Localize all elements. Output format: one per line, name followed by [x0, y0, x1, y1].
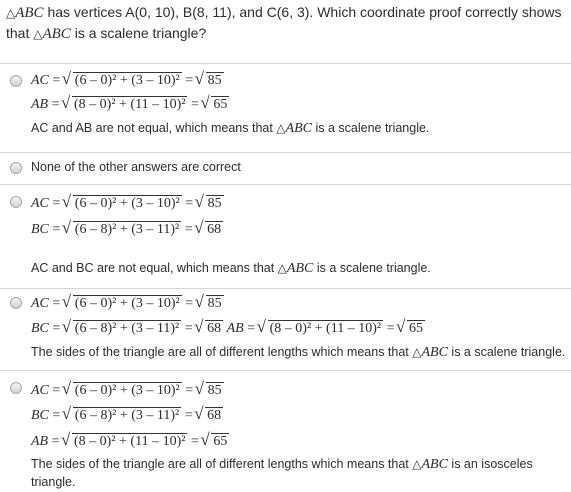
radio-button[interactable]: [10, 382, 22, 394]
radio-button[interactable]: [10, 75, 22, 87]
answer-option-1[interactable]: [0, 63, 571, 152]
equation-bc: BC = √ (6 – 8)² + (3 – 11)² = √ 68: [31, 221, 223, 238]
question-part1: has vertices A(0, 10), B(8, 11), and C(6, 3). Which coordinate proof correctly shows that: [6, 4, 562, 41]
triangle-symbol: △: [6, 6, 16, 20]
equation-ab: AB = √ (8 – 0)² + (11 – 10)² = √ 65: [31, 96, 229, 113]
equation-bc: BC = √ (6 – 8)² + (3 – 11)² = √ 68: [31, 407, 223, 424]
question-text: [6, 2, 568, 44]
equation-ac: AC = √ (6 – 0)² + (3 – 10)² = √ 85: [31, 195, 224, 212]
answer-option-4[interactable]: [0, 288, 571, 370]
answer-option-2[interactable]: [0, 152, 571, 184]
radio-button[interactable]: [10, 162, 22, 174]
equation-ac: AC = √ (6 – 0)² + (3 – 10)² = √ 85: [31, 72, 224, 89]
triangle-name: ABC: [15, 5, 44, 21]
equation-bc-ab: BC = √ (6 – 8)² + (3 – 11)² = √ 68 AB = √ (8 – 0)² + (11 – 10)² = √ 65: [31, 320, 425, 337]
radio-button[interactable]: [10, 196, 22, 208]
equation-ac: AC = √ (6 – 0)² + (3 – 10)² = √ 85: [31, 382, 224, 399]
question-part2: is a scalene triangle?: [70, 25, 207, 41]
conclusion-text-continued: triangle.: [31, 475, 76, 489]
option-text: None of the other answers are correct: [31, 160, 241, 174]
conclusion-text: AC and AB are not equal, which means that △ABC is a scalene triangle.: [31, 121, 430, 136]
conclusion-text: The sides of the triangle are all of different lengths which means that △ABC is an isosceles: [31, 457, 533, 472]
equation-ac: AC = √ (6 – 0)² + (3 – 10)² = √ 85: [31, 295, 224, 312]
equation-ab: AB = √ (8 – 0)² + (11 – 10)² = √ 65: [31, 433, 229, 450]
triangle-name: ABC: [42, 26, 71, 42]
conclusion-text: AC and BC are not equal, which means that △ABC is a scalene triangle.: [31, 261, 431, 276]
triangle-symbol: △: [33, 27, 43, 41]
radio-button[interactable]: [10, 297, 22, 309]
conclusion-text: The sides of the triangle are all of different lengths which means that △ABC is a scalene triangle.: [31, 345, 566, 360]
answer-option-3[interactable]: [0, 184, 571, 288]
answer-option-5[interactable]: [0, 370, 571, 492]
